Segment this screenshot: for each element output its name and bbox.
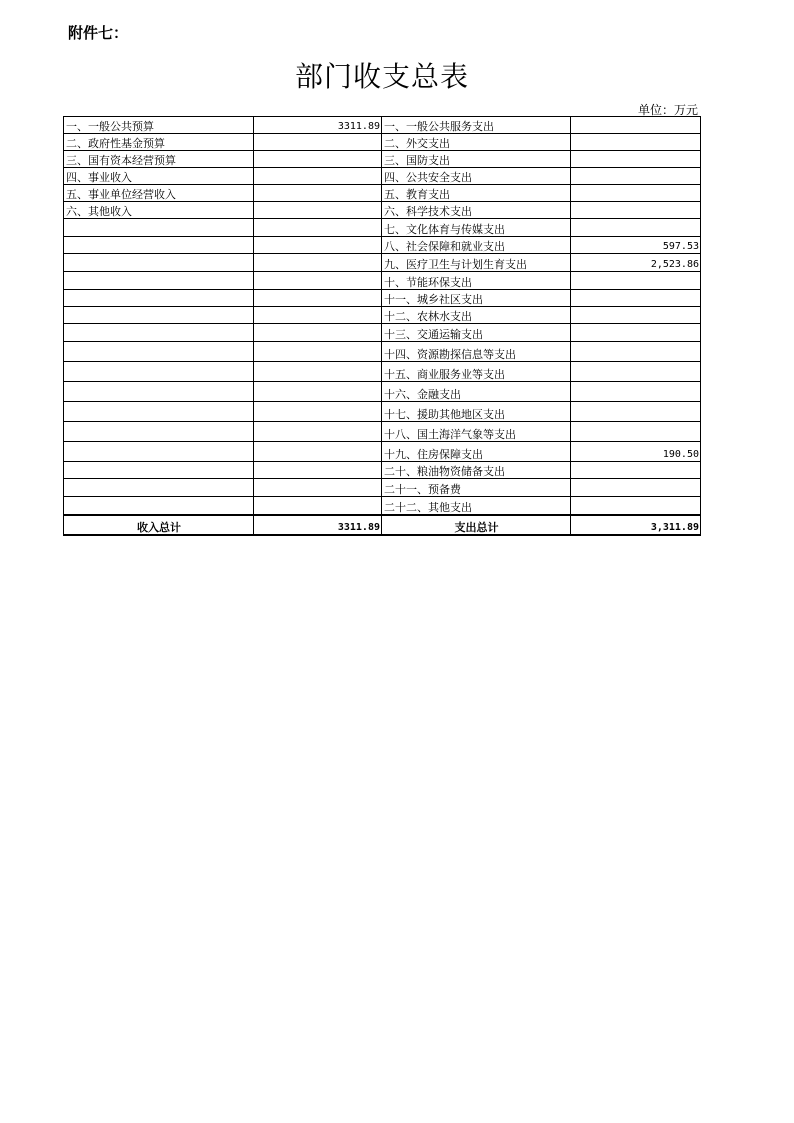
income-amount-cell	[254, 219, 382, 237]
expense-item-cell: 八、社会保障和就业支出	[382, 237, 571, 254]
income-amount-cell	[254, 237, 382, 254]
expense-amount-cell	[571, 117, 701, 134]
table-row	[64, 237, 701, 254]
expense-amount-cell: 597.53	[571, 237, 701, 254]
expense-item-cell: 十七、援助其他地区支出	[382, 402, 571, 422]
income-amount-cell	[254, 442, 382, 462]
income-item-cell: 二、政府性基金预算	[64, 134, 254, 151]
income-amount-cell	[254, 382, 382, 402]
table-row	[64, 272, 701, 290]
unit-label: 单位：万元	[637, 103, 698, 117]
expense-item-cell: 二十、粮油物资储备支出	[382, 462, 571, 479]
income-amount-cell	[254, 254, 382, 272]
expense-item-cell: 十五、商业服务业等支出	[382, 362, 571, 382]
expense-amount-cell: 2,523.86	[571, 254, 701, 272]
expense-amount-cell	[571, 168, 701, 185]
expense-total-value: 3,311.89	[571, 515, 701, 535]
expense-amount-cell	[571, 185, 701, 202]
expense-item-cell: 二十一、预备费	[382, 479, 571, 497]
income-amount-cell	[254, 307, 382, 324]
table-body	[64, 117, 701, 536]
income-item-cell	[64, 462, 254, 479]
income-item-cell	[64, 382, 254, 402]
income-amount-cell	[254, 272, 382, 290]
income-item-cell: 四、事业收入	[64, 168, 254, 185]
expense-amount-cell	[571, 402, 701, 422]
income-total-value: 3311.89	[254, 515, 382, 535]
expense-amount-cell	[571, 324, 701, 342]
income-amount-cell	[254, 134, 382, 151]
expense-amount-cell	[571, 342, 701, 362]
table-row	[64, 462, 701, 479]
income-item-cell	[64, 442, 254, 462]
table-row	[64, 185, 701, 202]
expense-amount-cell	[571, 272, 701, 290]
income-amount-cell	[254, 324, 382, 342]
expense-amount-cell	[571, 362, 701, 382]
expense-amount-cell	[571, 151, 701, 168]
income-amount-cell	[254, 462, 382, 479]
income-item-cell	[64, 342, 254, 362]
income-item-cell: 一、一般公共预算	[64, 117, 254, 134]
table-row	[64, 219, 701, 237]
table-row	[64, 442, 701, 462]
expense-amount-cell	[571, 422, 701, 442]
expense-item-cell: 六、科学技术支出	[382, 202, 571, 219]
expense-amount-cell: 190.50	[571, 442, 701, 462]
table-row	[64, 342, 701, 362]
table-row	[64, 168, 701, 185]
table-row	[64, 362, 701, 382]
expense-item-cell: 十四、资源勘探信息等支出	[382, 342, 571, 362]
expense-item-cell: 四、公共安全支出	[382, 168, 571, 185]
table-row	[64, 151, 701, 168]
expense-item-cell: 九、医疗卫生与计划生育支出	[382, 254, 571, 272]
expense-item-cell: 十三、交通运输支出	[382, 324, 571, 342]
income-item-cell	[64, 422, 254, 442]
income-item-cell	[64, 254, 254, 272]
income-item-cell	[64, 307, 254, 324]
income-amount-cell	[254, 185, 382, 202]
expense-item-cell: 十一、城乡社区支出	[382, 290, 571, 307]
table-row	[64, 290, 701, 307]
expense-amount-cell	[571, 219, 701, 237]
table-row	[64, 117, 701, 134]
table-row	[64, 422, 701, 442]
income-item-cell	[64, 362, 254, 382]
expense-item-cell: 十、节能环保支出	[382, 272, 571, 290]
expense-amount-cell	[571, 307, 701, 324]
table-row	[64, 402, 701, 422]
expense-amount-cell	[571, 382, 701, 402]
totals-row	[64, 515, 701, 535]
expense-item-cell: 十八、国土海洋气象等支出	[382, 422, 571, 442]
income-item-cell	[64, 402, 254, 422]
expense-item-cell: 三、国防支出	[382, 151, 571, 168]
table-row	[64, 479, 701, 497]
table-row	[64, 134, 701, 151]
expense-amount-cell	[571, 462, 701, 479]
attachment-label: 附件七：	[68, 24, 129, 42]
income-amount-cell	[254, 342, 382, 362]
expense-item-cell: 十六、金融支出	[382, 382, 571, 402]
expense-amount-cell	[571, 202, 701, 219]
expense-amount-cell	[571, 134, 701, 151]
income-amount-cell	[254, 290, 382, 307]
income-item-cell: 三、国有资本经营预算	[64, 151, 254, 168]
income-item-cell	[64, 237, 254, 254]
income-amount-cell	[254, 479, 382, 497]
table-row	[64, 202, 701, 219]
table-row	[64, 254, 701, 272]
income-item-cell: 六、其他收入	[64, 202, 254, 219]
expense-amount-cell	[571, 497, 701, 516]
income-item-cell	[64, 497, 254, 516]
expense-amount-cell	[571, 290, 701, 307]
expense-item-cell: 二、外交支出	[382, 134, 571, 151]
expense-amount-cell	[571, 479, 701, 497]
expense-item-cell: 二十二、其他支出	[382, 497, 571, 516]
income-amount-cell: 3311.89	[254, 117, 382, 134]
expense-item-cell: 十二、农林水支出	[382, 307, 571, 324]
table-row	[64, 324, 701, 342]
expense-total-label: 支出总计	[382, 515, 571, 535]
expense-item-cell: 一、一般公共服务支出	[382, 117, 571, 134]
table-row	[64, 382, 701, 402]
income-amount-cell	[254, 422, 382, 442]
table-row	[64, 497, 701, 516]
expense-item-cell: 七、文化体育与传媒支出	[382, 219, 571, 237]
income-amount-cell	[254, 202, 382, 219]
income-item-cell	[64, 272, 254, 290]
expense-item-cell: 十九、住房保障支出	[382, 442, 571, 462]
income-amount-cell	[254, 168, 382, 185]
table-row	[64, 307, 701, 324]
income-amount-cell	[254, 362, 382, 382]
income-item-cell	[64, 219, 254, 237]
income-item-cell	[64, 290, 254, 307]
page-title: 部门收支总表	[294, 60, 469, 93]
income-item-cell	[64, 324, 254, 342]
revenue-expenditure-table	[63, 116, 701, 536]
income-item-cell: 五、事业单位经营收入	[64, 185, 254, 202]
income-amount-cell	[254, 402, 382, 422]
income-amount-cell	[254, 497, 382, 516]
income-amount-cell	[254, 151, 382, 168]
expense-item-cell: 五、教育支出	[382, 185, 571, 202]
income-item-cell	[64, 479, 254, 497]
income-total-label: 收入总计	[64, 515, 254, 535]
